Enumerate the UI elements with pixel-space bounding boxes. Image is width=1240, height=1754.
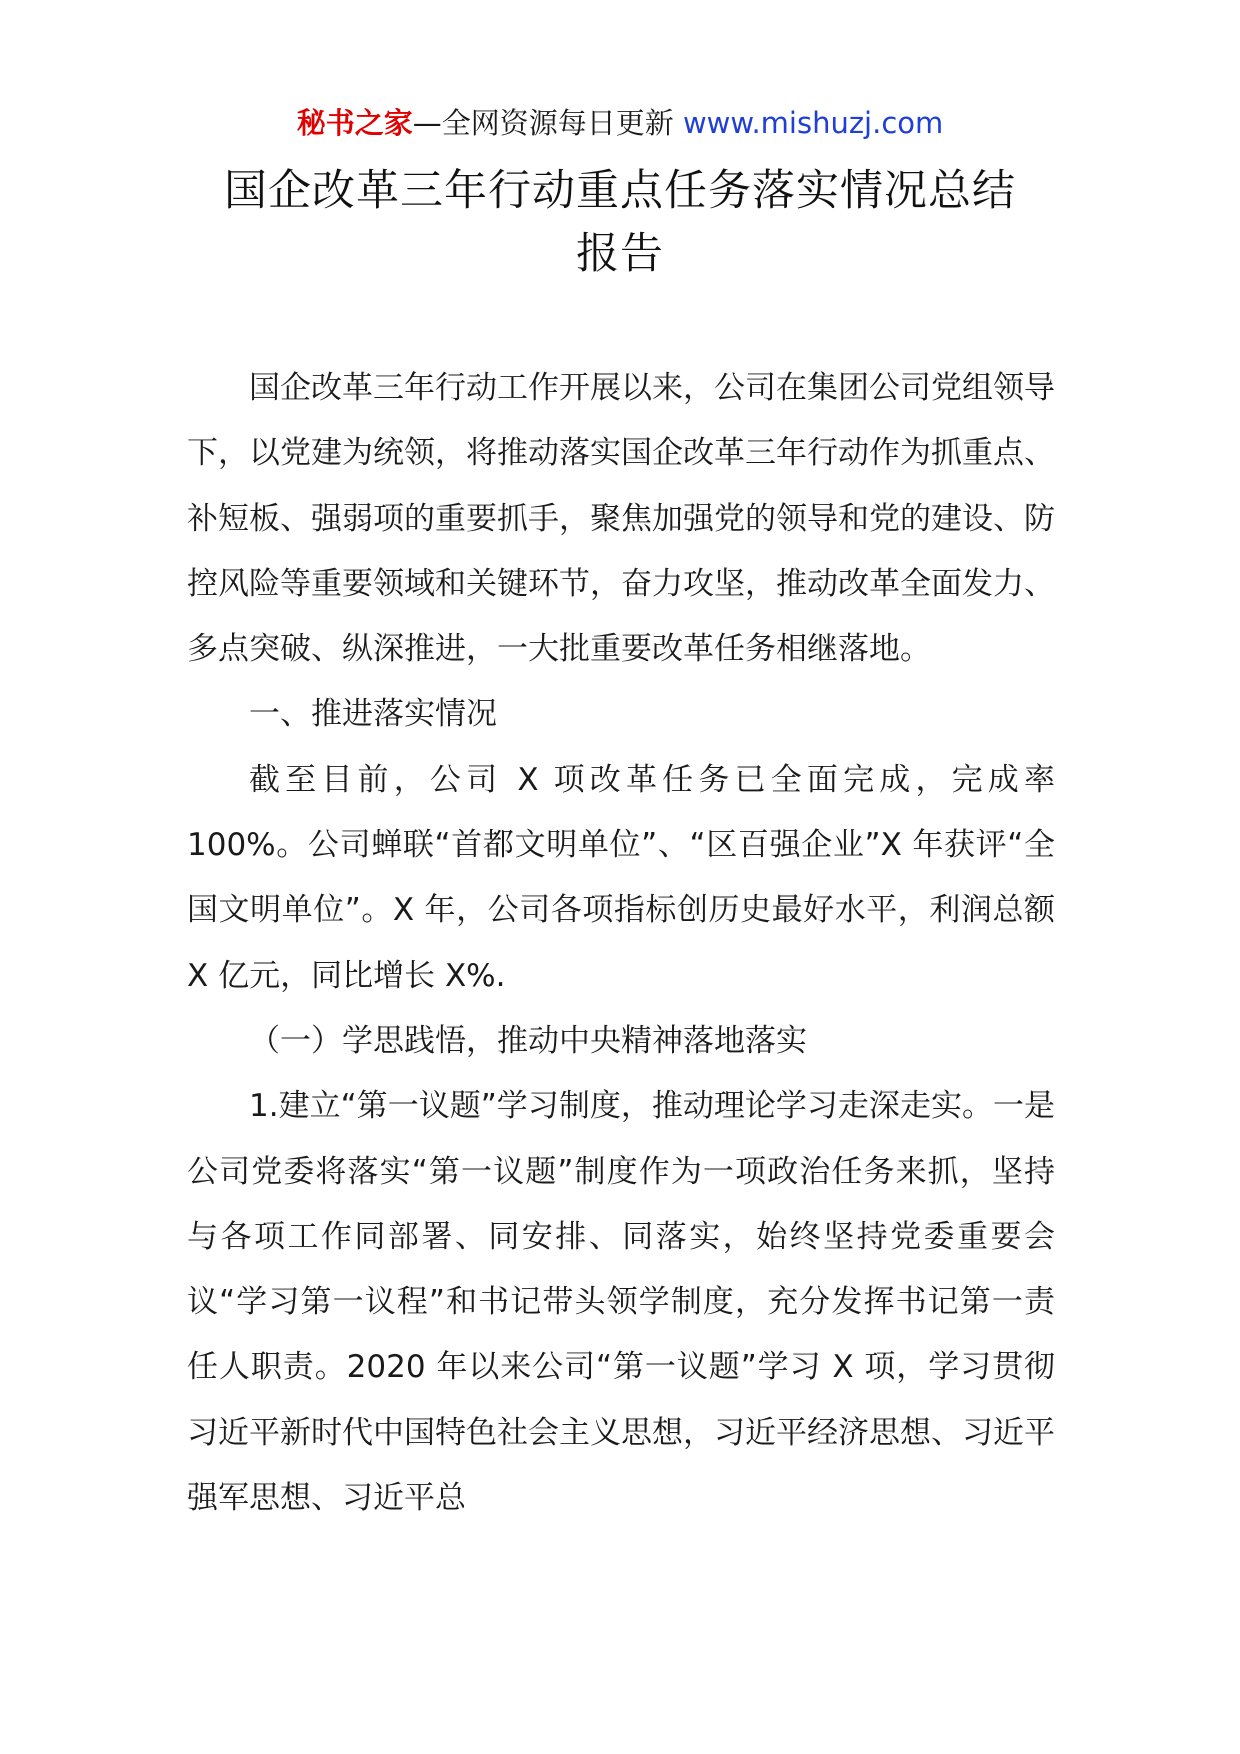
study-system-paragraph: 1.建立“第一议题”学习制度，推动理论学习走深走实。一是公司党委将落实“第一议题”制度作为一项政治任务来抓，坚持与各项工作同部署、同安排、同落实，始终坚持党委重要会议“学习第一议程”和书记带头领学制度，充分发挥书记第一责任人职责。2020 年以来公司“第一议题”学习 X 项，学习贯彻习近平新时代中国特色社会主义思想，习近平经济思想、习近平强军思想、习近平总 (187, 1088, 1055, 1517)
document-body (187, 356, 1055, 1531)
title-line-2: 报告 (576, 229, 664, 279)
subsection-heading: （一）学思践悟，推动中央精神落地落实 (249, 1022, 807, 1059)
document-title (190, 160, 1050, 286)
site-brand: 秘书之家 (296, 106, 413, 140)
intro-paragraph: 国企改革三年行动工作开展以来，公司在集团公司党组领导下，以党建为统领，将推动落实国企改革三年行动作为抓重点、补短板、强弱项的重要抓手，聚焦加强党的领导和党的建设、防控风险等重要领域和关键环节，奋力攻坚，推动改革全面发力、多点突破、纵深推进，一大批重要改革任务相继落地。 (187, 370, 1055, 668)
site-url-link[interactable]: www.mishuzj.com (682, 106, 944, 140)
progress-paragraph: 截至目前，公司 X 项改革任务已全面完成，完成率 100%。公司蝉联“首都文明单位”、“区百强企业”X 年获评“全国文明单位”。X 年，公司各项指标创历史最好水平，利润总额 X 亿元，同比增长 X%. (187, 761, 1055, 994)
site-tagline: —全网资源每日更新 (412, 106, 674, 140)
site-header (0, 103, 1240, 143)
section-heading: 一、推进落实情况 (249, 696, 497, 733)
title-line-1: 国企改革三年行动重点任务落实情况总结 (224, 166, 1016, 216)
